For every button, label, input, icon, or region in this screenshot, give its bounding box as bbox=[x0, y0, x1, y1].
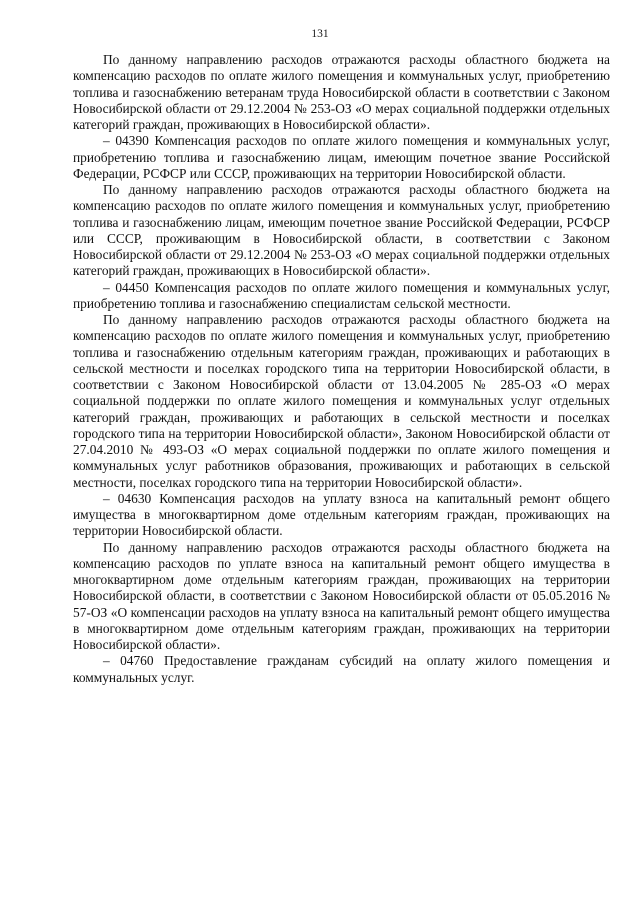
paragraph-code-04760: – 04760 Предоставление гражданам субсидий на оплату жилого помещения и коммунальных услуг. bbox=[73, 653, 610, 685]
paragraph-code-04450: – 04450 Компенсация расходов по оплате жилого помещения и коммунальных услуг, приобретению топлива и газоснабжению специалистам сельской местности. bbox=[73, 279, 610, 311]
paragraph-expense-description: По данному направлению расходов отражаются расходы областного бюджета на компенсацию расходов по уплате взноса на капитальный ремонт общего имущества в многоквартирном доме отдельным категориям граждан, проживающих на территории Новосибирской области, в соответствии с Законом Новосибирской области от 05.05.2016 № 57-ОЗ «О компенсации расходов на уплату взноса на капитальный ремонт общего имущества в многоквартирном доме отдельным категориям граждан, проживающих на территории Новосибирской области». bbox=[73, 539, 610, 652]
paragraph-expense-description: По данному направлению расходов отражаются расходы областного бюджета на компенсацию расходов по оплате жилого помещения и коммунальных услуг, приобретению топлива и газоснабжению ветеранам труда Новосибирской области в соответствии с Законом Новосибирской области от 29.12.2004 № 253-ОЗ «О мерах социальной поддержки отдельных категорий граждан, проживающих в Новосибирской области». bbox=[73, 52, 610, 132]
paragraph-code-04630: – 04630 Компенсация расходов на уплату взноса на капитальный ремонт общего имущества в многоквартирном доме отдельным категориям граждан, проживающих на территории Новосибирской области. bbox=[73, 490, 610, 539]
paragraph-expense-description: По данному направлению расходов отражаются расходы областного бюджета на компенсацию расходов по оплате жилого помещения и коммунальных услуг, приобретению топлива и газоснабжению отдельным категориям граждан, проживающих и работающих в сельской местности и поселках городского типа на территории Новосибирской области, в соответствии с Законом Новосибирской области от 13.04.2005 № 285-ОЗ «О мерах социальной поддержки по оплате жилого помещения и коммунальных услуг отдельных категорий граждан, проживающих и работающих в сельской местности и поселках городского типа на территории Новосибирской области», Законом Новосибирской области от 27.04.2010 № 493-ОЗ «О мерах социальной поддержки по оплате жилого помещения и коммунальных услуг работников образования, проживающих и работающих в сельской местности, поселках городского типа на территории Новосибирской области». bbox=[73, 312, 610, 490]
paragraph-expense-description: По данному направлению расходов отражаются расходы областного бюджета на компенсацию расходов по оплате жилого помещения и коммунальных услуг, приобретению топлива и газоснабжению лицам, имеющим почетное звание Российской Федерации, РСФСР или СССР, проживающим в Новосибирской области, в соответствии с Законом Новосибирской области от 29.12.2004 № 253-ОЗ «О мерах социальной поддержки отдельных категорий граждан, проживающих в Новосибирской области». bbox=[73, 182, 610, 279]
document-body bbox=[73, 52, 610, 686]
paragraph-code-04390: – 04390 Компенсация расходов по оплате жилого помещения и коммунальных услуг, приобретению топлива и газоснабжению лицам, имеющим почетное звание Российской Федерации, РСФСР или СССР, проживающих на территории Новосибирской области. bbox=[73, 133, 610, 181]
page-number: 131 bbox=[311, 28, 329, 40]
